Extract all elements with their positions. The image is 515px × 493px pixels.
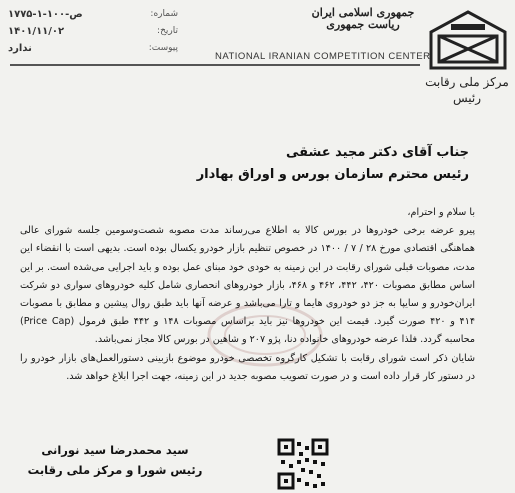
- reference-attachment-row: [8, 40, 178, 57]
- letter-body: [20, 204, 475, 386]
- logo-caption: [425, 74, 509, 106]
- signer-title: رئیس شورا و مرکز ملی رقابت: [27, 463, 203, 477]
- number-label: شماره:: [150, 9, 178, 19]
- logo-caption-line-1: مرکز ملی رقابت: [425, 75, 509, 89]
- reference-block: [8, 6, 178, 57]
- government-header: [303, 6, 423, 31]
- signer-name: سید محمدرضا سید نورانی: [41, 443, 189, 457]
- signature-block: [15, 440, 215, 480]
- qr-code: [277, 438, 329, 490]
- paragraph-1: پیرو عرضه برخی خودروها در بورس کالا به اطلاع می‌رساند مدت مصوبه شصت‌وسومین جلسه شورای عالی هماهنگی اقتصادی مورخ ۲۸ / ۷ / ۱۴۰۰ در خصوص تنظیم بازار خودرو یکسال بوده است. بدیهی است با انقضاء این مدت، مصوبات قبلی شورای رقابت در این زمینه به خودی خود مبنای عمل بوده و باید اجرایی می‌شده است. بر این اساس مطابق مصوبات ۴۲۰، ۴۴۲، ۴۶۲ و ۴۶۸، بازار خودروهای انحصاری شامل کلیه خودروهای سواری دو شرکت ایران‌خودرو و سایپا به جز دو خودروی هایما و تارا می‌باشد و عرضه آنها باید طبق روال پیشین و مطابق با مصوبات ۴۱۴ و ۴۲۰ صورت گیرد. قیمت این خودروها نیز باید براساس مصوبات ۱۴۸ و ۴۴۲ طبق فرمول (Price Cap) محاسبه گردد. فلذا عرضه خودروهای خانواده دنا، پژو ۲۰۷ و شاهین در بورس کالا مجاز نمی‌باشد.: [20, 225, 476, 346]
- attachment-label: پیوست:: [148, 43, 178, 53]
- paragraph-2: شایان ذکر است شورای رقابت با تشکیل کارگروه تخصصی خودرو موضوع بازبینی دستورالعمل‌های بازار خودرو را در دستور کار قرار داده است و در صورت تصویب مصوبه جدید در این زمینه، جهت اجرا ابلاغ خواهد شد.: [20, 352, 475, 382]
- number-value: ۱۷۷۵-۱-۱۰۰-ص: [8, 9, 83, 20]
- date-label: تاریخ:: [157, 26, 178, 36]
- logo-caption-line-2: رئیس: [452, 91, 482, 105]
- reference-date-row: [8, 23, 178, 40]
- center-name-english: NATIONAL IRANIAN COMPETITION CENTER: [215, 51, 431, 62]
- gov-line-2: ریاست جمهوری: [326, 18, 400, 31]
- date-value: ۱۴۰۱/۱۱/۰۲: [8, 26, 65, 37]
- reference-number-row: [8, 6, 178, 23]
- header-divider: [10, 64, 420, 66]
- recipient-name: جناب آقای دکتر مجید عشقی: [286, 145, 469, 160]
- recipient-title: رئیس محترم سازمان بورس و اوراق بهادار: [196, 167, 469, 182]
- recipient-address: [197, 142, 469, 186]
- attachment-value: ندارد: [8, 43, 32, 54]
- gov-line-1: جمهوری اسلامی ایران: [311, 6, 415, 19]
- competition-center-logo: [427, 10, 509, 72]
- greeting: با سلام و احترام،: [407, 207, 475, 218]
